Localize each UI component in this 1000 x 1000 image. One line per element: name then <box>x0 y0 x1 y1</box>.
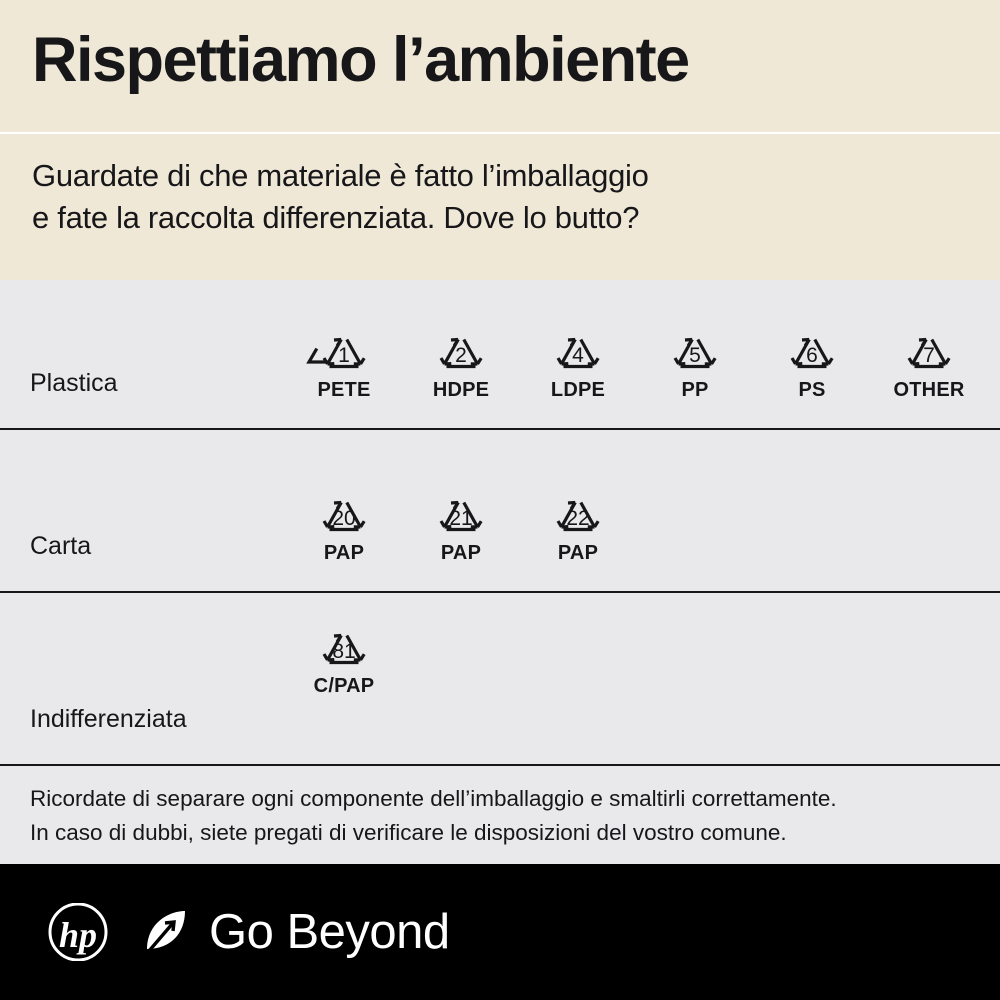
symbol-code: C/PAP <box>313 675 375 697</box>
recycling-symbol <box>296 596 392 698</box>
brand-bar <box>0 864 1000 1000</box>
subtitle-band <box>0 132 1000 282</box>
mobius-loop-icon <box>296 596 392 674</box>
symbol-code: PAP <box>440 542 482 564</box>
symbol-number: 1 <box>338 344 350 367</box>
recycling-symbol <box>296 463 392 565</box>
mobius-loop-icon <box>413 300 509 378</box>
brand-text: Go Beyond <box>209 905 450 959</box>
symbol-group-carta <box>296 430 626 591</box>
symbol-number: 22 <box>566 507 590 530</box>
recycling-symbol <box>413 300 509 402</box>
symbol-code: PP <box>681 379 709 401</box>
symbol-group-plastica <box>296 280 977 428</box>
recycling-symbol <box>764 300 860 402</box>
row-label: Indifferenziata <box>30 705 187 733</box>
material-row-indifferenziata <box>0 593 1000 766</box>
recycling-symbol <box>647 300 743 402</box>
hp-logo <box>35 903 121 961</box>
symbol-code: PS <box>798 379 826 401</box>
subtitle-line-2: e fate la raccolta differenziata. Dove lo butto? <box>32 200 640 235</box>
mobius-loop-icon <box>530 300 626 378</box>
mobius-loop-icon <box>881 300 977 378</box>
note-line-1: Ricordate di separare ogni componente dell’imballaggio e smaltirli correttamente. <box>30 786 837 811</box>
row-label: Carta <box>30 532 92 560</box>
symbol-code: PAP <box>557 542 599 564</box>
page-title: Rispettiamo l’ambiente <box>32 25 689 95</box>
symbol-code: OTHER <box>893 379 965 401</box>
material-row-carta <box>0 430 1000 593</box>
mobius-loop-icon <box>530 463 626 541</box>
note-line-2: In caso di dubbi, siete pregati di verificare le disposizioni del vostro comune. <box>30 820 787 845</box>
symbol-number: 6 <box>806 344 818 367</box>
recycling-symbol <box>530 300 626 402</box>
recycling-symbol <box>881 300 977 402</box>
symbol-code: PETE <box>317 379 371 401</box>
recycling-symbol <box>530 463 626 565</box>
mobius-loop-icon <box>296 300 392 378</box>
mobius-loop-icon <box>647 300 743 378</box>
leaf-arrow-icon <box>139 903 191 961</box>
symbol-number: 4 <box>572 344 584 367</box>
svg-text:hp: hp <box>58 915 98 955</box>
symbol-code: HDPE <box>432 379 490 401</box>
symbol-number: 5 <box>689 344 701 367</box>
row-label: Plastica <box>30 369 118 397</box>
title-band <box>0 0 1000 132</box>
mobius-loop-icon <box>764 300 860 378</box>
recycling-symbol <box>413 463 509 565</box>
symbol-code: LDPE <box>550 379 606 401</box>
symbol-number: 7 <box>923 344 935 367</box>
mobius-loop-icon <box>296 463 392 541</box>
material-row-plastica <box>0 280 1000 430</box>
material-rows <box>0 280 1000 768</box>
symbol-number: 20 <box>332 507 356 530</box>
symbol-number: 21 <box>449 507 473 530</box>
footer-note <box>0 768 1000 864</box>
symbol-number: 2 <box>455 344 467 367</box>
recycling-symbol <box>296 300 392 402</box>
mobius-loop-icon <box>413 463 509 541</box>
brand-lockup <box>35 903 450 961</box>
symbol-number: 81 <box>332 640 356 663</box>
symbol-group-indifferenziata <box>296 593 392 764</box>
subtitle-line-1: Guardate di che materiale è fatto l’imballaggio <box>32 158 649 193</box>
symbol-code: PAP <box>323 542 365 564</box>
